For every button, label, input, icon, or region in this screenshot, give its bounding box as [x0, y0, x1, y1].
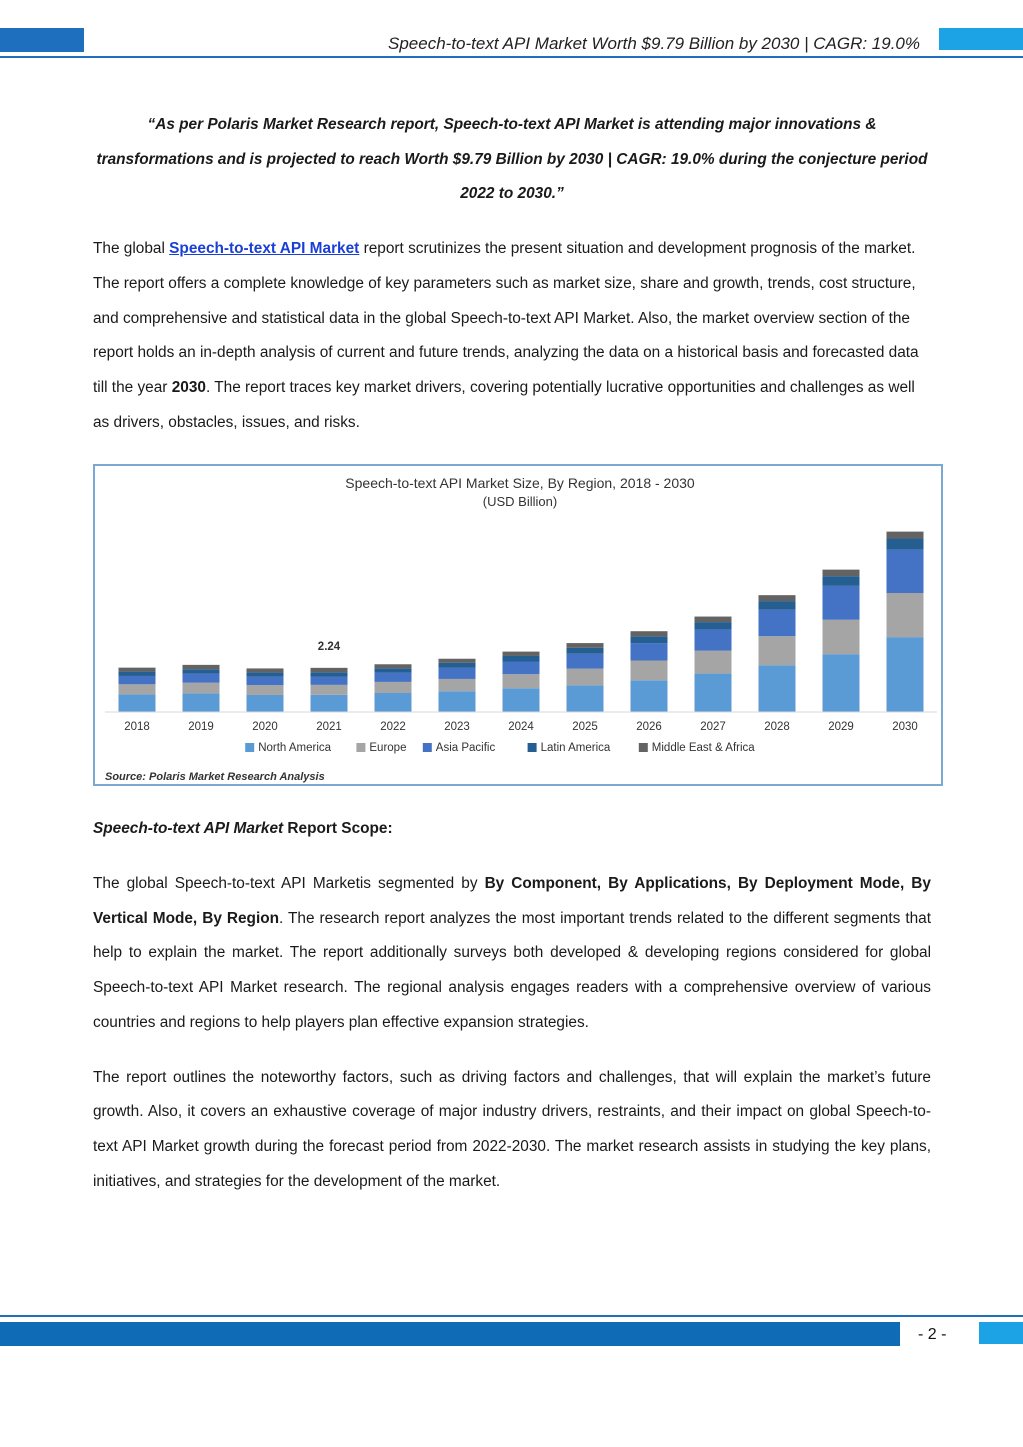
x-tick-label: 2018 — [124, 721, 150, 734]
x-tick-label: 2024 — [508, 721, 534, 734]
x-tick-label: 2026 — [636, 721, 662, 734]
chart-bars — [119, 532, 924, 712]
para1-text: report scrutinizes the present situation and development prognosis of the market. The report offers a complete knowledge of key parameters such as market size, share and growth, trends, cost structure, and comprehensive and statistical data in the global Speech-to-text API Market. Also, the market overview section of the report holds an in-depth analysis of current and future trends, analyzing the data on a historical basis and forecasted data till the year — [93, 240, 919, 396]
bar-2026-asia-pacific — [631, 643, 668, 660]
header-rule — [0, 56, 1023, 58]
bar-2030-europe — [887, 593, 924, 637]
report-scope-heading — [93, 812, 931, 847]
bar-2024-europe — [503, 675, 540, 689]
para2-rest: . The research report analyzes the most important trends related to the different segments that help to explain the market. The report additionally surveys both developed & developing regions considered for global Speech-to-text API Market research. The regional analysis engages readers with a comprehensive overview of various countries and regions to help players plan effective expansion strategies. — [93, 909, 931, 1031]
legend-swatch — [639, 743, 648, 752]
bar-2023-north-america — [439, 692, 476, 713]
x-tick-label: 2028 — [764, 721, 790, 734]
bar-2019-asia-pacific — [183, 674, 220, 683]
legend-swatch — [528, 743, 537, 752]
footer-accent-bar-left — [0, 1322, 900, 1346]
para1-bold-year: 2030 — [171, 378, 206, 396]
bar-2018-north-america — [119, 695, 156, 713]
bar-2026-middle-east-africa — [631, 632, 668, 637]
legend-label: Europe — [369, 742, 407, 755]
bar-2023-europe — [439, 679, 476, 691]
legend-label: Middle East & Africa — [651, 742, 755, 755]
para1-text-end: . The report traces key market drivers, covering potentially lucrative opportunities and challenges as well as drivers, obstacles, issues, and risks. — [93, 378, 915, 431]
legend-label: Asia Pacific — [435, 742, 496, 755]
bar-2025-middle-east-africa — [567, 643, 604, 648]
bar-2024-asia-pacific — [503, 662, 540, 675]
bar-2026-latin-america — [631, 637, 668, 644]
bar-2022-north-america — [375, 693, 412, 712]
bar-2021-north-america — [311, 695, 348, 712]
bar-2021-asia-pacific — [311, 677, 348, 685]
x-tick-label: 2021 — [316, 721, 342, 734]
bar-2024-latin-america — [503, 656, 540, 662]
bar-2018-europe — [119, 685, 156, 695]
bar-2021-latin-america — [311, 673, 348, 677]
chart-canvas — [95, 466, 945, 788]
market-size-chart — [93, 464, 943, 786]
bar-2019-europe — [183, 683, 220, 694]
bar-2029-europe — [823, 620, 860, 654]
chart-subtitle: (USD Billion) — [482, 494, 558, 510]
x-tick-label: 2025 — [572, 721, 598, 734]
bar-2023-latin-america — [439, 663, 476, 668]
bar-2027-latin-america — [695, 622, 732, 629]
chart-title: Speech-to-text API Market Size, By Region, 2018 - 2030 — [345, 475, 695, 492]
bar-2018-asia-pacific — [119, 676, 156, 684]
bar-2030-latin-america — [887, 539, 924, 550]
bar-2020-latin-america — [247, 673, 284, 677]
bar-2024-north-america — [503, 689, 540, 713]
bar-2023-asia-pacific — [439, 668, 476, 679]
factors-paragraph: The report outlines the noteworthy factors, such as driving factors and challenges, that will explain the market’s future growth. Also, it covers an exhaustive coverage of major industry drivers, restraints, and their impact on global Speech-to-text API Market growth during the forecast period from 2022-2030. The market research assists in studying the key plans, initiatives, and strategies for the development of the market. — [93, 1068, 931, 1190]
bar-2028-north-america — [759, 666, 796, 713]
x-tick-label: 2029 — [828, 721, 854, 734]
bar-2030-asia-pacific — [887, 550, 924, 593]
bar-2019-north-america — [183, 694, 220, 713]
x-tick-label: 2022 — [380, 721, 406, 734]
legend-swatch — [245, 743, 254, 752]
x-tick-label: 2027 — [700, 721, 726, 734]
bar-2030-north-america — [887, 637, 924, 712]
bar-2019-middle-east-africa — [183, 665, 220, 669]
bar-2028-europe — [759, 636, 796, 665]
bar-2028-middle-east-africa — [759, 595, 796, 601]
header-accent-bar-left — [0, 28, 84, 52]
bar-2029-north-america — [823, 655, 860, 713]
intro-paragraph — [93, 232, 931, 440]
bar-2020-north-america — [247, 695, 284, 712]
x-tick-label: 2020 — [252, 721, 278, 734]
x-tick-label: 2023 — [444, 721, 470, 734]
bar-2025-asia-pacific — [567, 654, 604, 669]
bar-2030-middle-east-africa — [887, 532, 924, 539]
bar-2021-europe — [311, 685, 348, 695]
bar-2022-latin-america — [375, 669, 412, 673]
chart-source: Source: Polaris Market Research Analysis — [105, 771, 325, 784]
page-number: - 2 - — [918, 1326, 947, 1343]
bar-2029-asia-pacific — [823, 586, 860, 620]
segmentation-paragraph — [93, 867, 931, 1041]
market-report-link[interactable]: Speech-to-text API Market — [169, 240, 360, 258]
bar-2021-middle-east-africa — [311, 668, 348, 672]
bar-2025-north-america — [567, 686, 604, 713]
chart-legend — [245, 742, 755, 754]
bar-2022-middle-east-africa — [375, 665, 412, 669]
chart-x-tick-labels — [124, 721, 918, 733]
bar-2022-asia-pacific — [375, 673, 412, 682]
bar-2028-asia-pacific — [759, 610, 796, 637]
header-accent-bar-right — [939, 28, 1023, 50]
bar-2027-asia-pacific — [695, 630, 732, 651]
legend-label: Latin America — [540, 742, 611, 755]
bar-2026-europe — [631, 661, 668, 681]
bar-2027-europe — [695, 651, 732, 674]
bar-2025-europe — [567, 669, 604, 686]
bar-2029-middle-east-africa — [823, 570, 860, 577]
bar-2026-north-america — [631, 681, 668, 713]
bar-2028-latin-america — [759, 601, 796, 610]
bar-2024-middle-east-africa — [503, 652, 540, 656]
scope-heading-rest: Report Scope: — [283, 820, 393, 838]
legend-label: North America — [258, 742, 332, 755]
document-body — [93, 108, 931, 1219]
footer-accent-bar-right — [979, 1322, 1023, 1344]
bar-2023-middle-east-africa — [439, 659, 476, 663]
bar-2020-europe — [247, 685, 284, 695]
para1-prefix: The global — [93, 240, 170, 258]
footer-rule — [0, 1315, 1023, 1317]
header-title: Speech-to-text API Market Worth $9.79 Billion by 2030 | CAGR: 19.0% — [388, 34, 920, 53]
legend-swatch — [423, 743, 432, 752]
bar-2025-latin-america — [567, 648, 604, 654]
bar-2018-middle-east-africa — [119, 668, 156, 672]
bar-2029-latin-america — [823, 576, 860, 586]
chart-annotations — [318, 641, 341, 653]
bar-2020-middle-east-africa — [247, 669, 284, 673]
bar-2020-asia-pacific — [247, 677, 284, 685]
bar-2018-latin-america — [119, 672, 156, 676]
x-tick-label: 2019 — [188, 721, 214, 734]
scope-heading-italic: Speech-to-text API Market — [93, 820, 284, 838]
data-label: 2.24 — [317, 641, 341, 654]
para2-segments: By Component, By Applications, By Deployment Mode, By Vertical Mode, By Region — [93, 875, 931, 927]
legend-swatch — [356, 743, 365, 752]
intro-quote: “As per Polaris Market Research report, Speech-to-text API Market is attending major innovations & transformations and is projected to reach Worth $9.79 Billion by 2030 | CAGR: 19.0% during the conjecture period 2022 to 2030.” — [96, 116, 928, 203]
x-tick-label: 2030 — [892, 721, 918, 734]
bar-2022-europe — [375, 682, 412, 693]
para2-prefix: The global Speech-to-text API Marketis segmented by — [93, 875, 485, 893]
bar-2027-north-america — [695, 674, 732, 712]
bar-2027-middle-east-africa — [695, 617, 732, 623]
bar-2019-latin-america — [183, 670, 220, 674]
